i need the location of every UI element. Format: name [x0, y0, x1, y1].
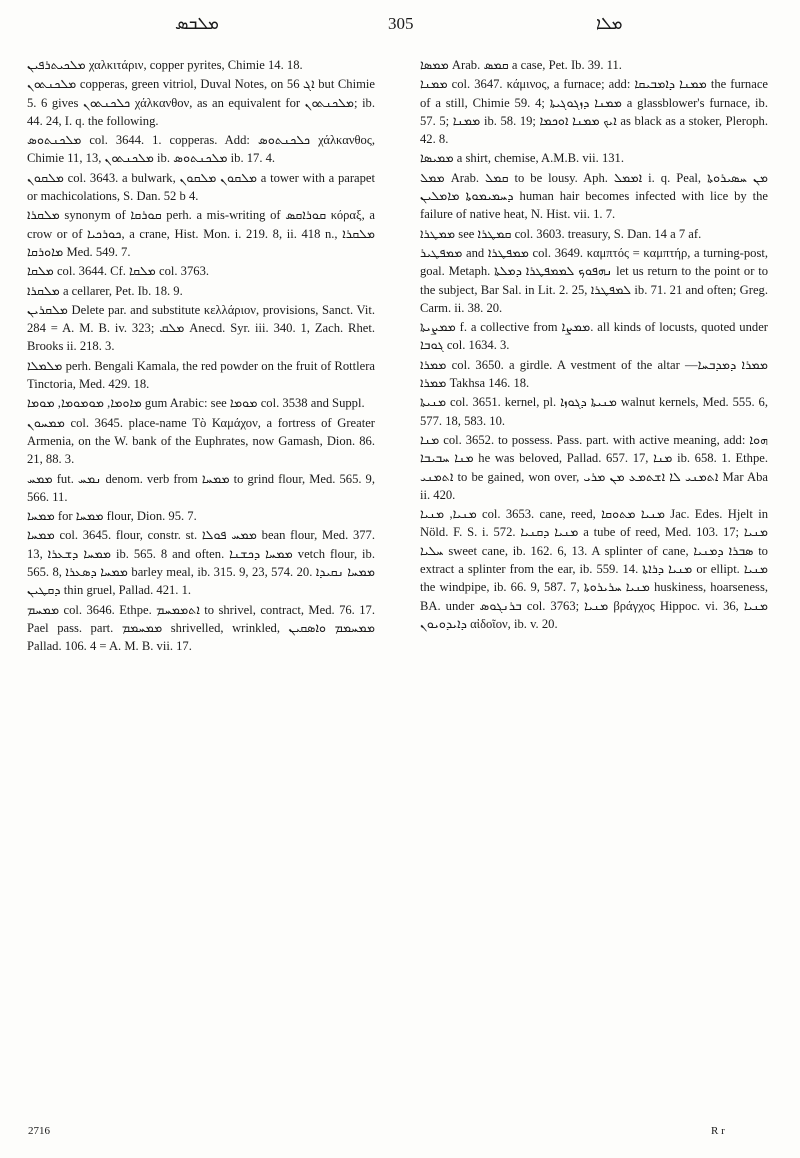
dictionary-entry: ܡܡܣܐ Arab. ܩܡܣ a case, Pet. Ib. 39. 11. [420, 58, 622, 72]
dictionary-entry: ܡܠܡܠܐ perh. Bengali Kamala, the red powder on the fruit of Rottlera Tinctoria, Med. 429. 18. [27, 358, 375, 392]
right-column [420, 56, 768, 634]
dictionary-entry: ܡܠܩܐ col. 3644. Cf. ܡܠܩܐ col. 3763. [27, 264, 210, 279]
left-column [27, 56, 375, 657]
sheet-mark: R r [711, 1125, 725, 1137]
dictionary-entry: ܡܡܚܐ col. 3645. flour, constr. st. ܡܡܚ ܦܘܠܐ bean flour, Med. 377. 13, ܡܡܚܐ ܕܫܥܪܐ ib. 565. 8 and often. ܡܡܚܐ ܕܟܫܢܐ vetch flour, ib. 565. 8, ܡܡܚܐ ܕܣܥܪܐ barley meal, ib. 315. 9, 23, 574. 20. ܡܡܚܐ ܢܩܝܕܐ ܕܩܛܝܢ thin gruel, Pallad. 421. 1. [27, 528, 375, 598]
signature-number: 2716 [28, 1125, 50, 1137]
dictionary-entry: ܡܠܟܝܬܪܦܝܢ χαλκιτάριν, copper pyrites, Chimie 14. 18. [27, 58, 303, 72]
header-left-headword: ܡܠܒܣ [175, 14, 219, 34]
dictionary-entry: ܡܠܟܢܬܘܣ col. 3644. 1. copperas. Add: ܟܠܟܢܬܘܣ χάλκανθος, Chimie 11, 13, ܡܠܟܢܬܘܢ ib. ܡܠܟܢܬܘܣ ib. 17. 4. [27, 133, 375, 166]
dictionary-entry: ܡܠܩܪܝܢ Delete par. and substitute κελλάριον, provisions, Sanct. Vit. 284 = A. M. B. iv. 323; ܡܠܩ Anecd. Syr. iii. 340. 1, Zach. Rhet. Brooks ii. 218. 3. [27, 302, 375, 354]
dictionary-entry: ܡܢܝܬܐ col. 3651. kernel, pl. ܡܢܝܬܐ ܕܓܘܙܐ walnut kernels, Med. 555. 6, 577. 18, 583. 10. [420, 395, 769, 428]
dictionary-entry: ܡܠܩܪܐ synonym of ܩܘܪܩܐ perh. a mis-writing of ܩܘܪܐܩܣ κόραξ, a crow or of ܟܘܪܟܝܐ, a crane, Hist. Mon. i. 219. 8, ii. 418 n., ܡܠܩܪܐ ܡܐܘܪܩܐ Med. 549. 7. [27, 208, 375, 259]
header-right-headword: ܡܠܐ [596, 14, 623, 34]
dictionary-entry: ܡܡܠ Arab. ܩܡܠ to be lousy. Aph. ܐܡܡܠ i. q. Peal, ܡܢ ܚܣܝܪܘܬܐ ܕܚܡܝܡܘܬܐ ܡܐܡܠܝܢ human hair becomes infected with lice by the failure of native heat, N. Hist. vii. 1. 7. [420, 170, 768, 222]
dictionary-entry: ܡܡܪܐ col. 3650. a girdle. A vestment of the altar ܡܡܪܐ ܕܡܕܒܚܐ—ܡܡܪܐ Takhsa 146. 18. [420, 357, 768, 391]
dictionary-entry: ܡܠܩܘܢ col. 3643. a bulwark, ܡܠܩܘܢ ܡܠܩܘܢ a tower with a parapet or machicolations, S. Dan. 52 b 4. [27, 170, 376, 204]
dictionary-entry: ܡܠܩܪܐ a cellarer, Pet. Ib. 18. 9. [27, 283, 183, 298]
dictionary-entry: ܡܡܨܝܬܐ f. a collective from ܡܡܨܐ. all kinds of locusts, quoted under ܓܘܒܐ col. 1634. 3. [420, 320, 768, 353]
dictionary-entry: ܡܡܚܐ for ܡܡܚܐ flour, Dion. 95. 7. [27, 509, 197, 524]
dictionary-entry: ܡܡܝܣܐ a shirt, chemise, A.M.B. vii. 131. [420, 151, 624, 166]
page-number: 305 [388, 14, 414, 33]
dictionary-entry: ܡܡܚܘܢ col. 3645. place-name Τὸ Καμάχον, a fortress of Greater Armenia, on the W. bank of the Euphrates, now Gamash, Dion. 86. 21, 88. 3. [27, 415, 375, 467]
dictionary-entry: ܡܠܟܢܬܘܢ copperas, green vitriol, Duval Notes, on ܐܓ 56 but Chimie 5. 6 gives ܟܠܟܢܬܘܢ χάλκανθον, as an equivalent for ܡܠܟܢܬܘܢ; ib. 44. 24, I. q. the following. [27, 77, 376, 128]
running-header [0, 14, 800, 44]
dictionary-entry: ܡܡܚܡ col. 3646. Ethpe. ܐܬܡܡܚܡ to shrivel, contract, Med. 76. 17. Pael pass. part. ܡܡܚܡܡ shrivelled, wrinkled, ܡܡܚܡܡ ܘܐܣܩܝܢ Pallad. 106. 4 = A. M. B. vii. 17. [27, 602, 375, 654]
dictionary-entry: ܡܡܛܪܐ see ܩܡܛܪܐ col. 3603. treasury, S. Dan. 14 a 7 af. [420, 226, 702, 241]
dictionary-entry: ܡܐܘܡܐ, ܡܘܡܘܡܐ, ܡܘܡܐ gum Arabic: see ܡܘܡܐ col. 3538 and Suppl. [27, 396, 365, 411]
dictionary-entry: ܡܡܚ fut. ܢܡܚ denom. verb from ܡܡܚܐ to grind flour, Med. 565. 9, 566. 11. [27, 471, 375, 504]
dictionary-entry: ܡܡܢܐ col. 3647. κάμινος, a furnace; add: ܡܡܢܐ ܕܐܡܒܝܩܐ the furnace of a still, Chimie 59. 4; ܡܡܢܐ ܕܙܓܘܓܝܬܐ a glassblower's furnace, ib. 57. 5; ܡܡܢܐ ib. 58. 19; ܐܝܟ ܡܡܢܐ ܐܘܟܡܐ as black as a stoker, Pleroph. 42. 8. [420, 77, 768, 147]
dictionary-entry: ܡܡܦܛܝܪ and ܡܡܦܛܪܐ col. 3649. καμπτός = καμπτήρ, a turning-post, goal. Metaph. ܢܗܦܘܟ ܠܡܡܦܛܪܐ ܕܡܠܬܐ let us return to the point or to the subject, Bar Sal. in Lit. 2. 25, ܠܡܦܛܪܐ ib. 71. 21 and often; Greg. Carm. ii. 38. 20. [420, 245, 769, 315]
dictionary-entry: ܡܢܐ col. 3652. to possess. Pass. part. with active meaning, add: ܗܘܐ ܡܢܐ ܚܒܝܒܐ he was beloved, Pallad. 657. 17, ܡܢܐ ib. 658. 1. Ethpe. ܐܬܡܢܝ to be gained, won over, ܐܬܡܢܝ ܠܐ ܐܫܬܡܥ ܡܢ ܡܪܝ Mar Aba ii. 420. [420, 432, 768, 502]
dictionary-entry: ܡܢܝܐ, ܡܢܝܐ col. 3653. cane, reed, ܡܢܝܐ ܡܬܘܩܐ Jac. Edes. Hjelt in Nöld. F. S. i. 572. ܡܢܝܐ ܕܩܢܝܐ a tube of reed, Med. 103. 17; ܡܢܝܐ ܚܠܝܐ sweet cane, ib. 162. 6, 13. A splinter of cane, ܣܒܪܐ ܕܡܢܝܐ to extract a splinter from the ear, ib. 559. 14. ܡܢܝܐ ܕܪܐܬܐ or ellipt. ܡܢܝܐ the windpipe, ib. 66. 9, 587. 7, ܡܢܝܐ ܚܪܝܪܘܬܐ huskiness, hoarseness, BA. under ܒܪܢܓܘܣ col. 3763; ܡܢܝܐ βράγχος Hippoc. vi. 36, ܡܢܝܐ ܕܐܝܕܘܝܘܢ αἰδοῖον, ib. v. 20. [420, 507, 768, 631]
